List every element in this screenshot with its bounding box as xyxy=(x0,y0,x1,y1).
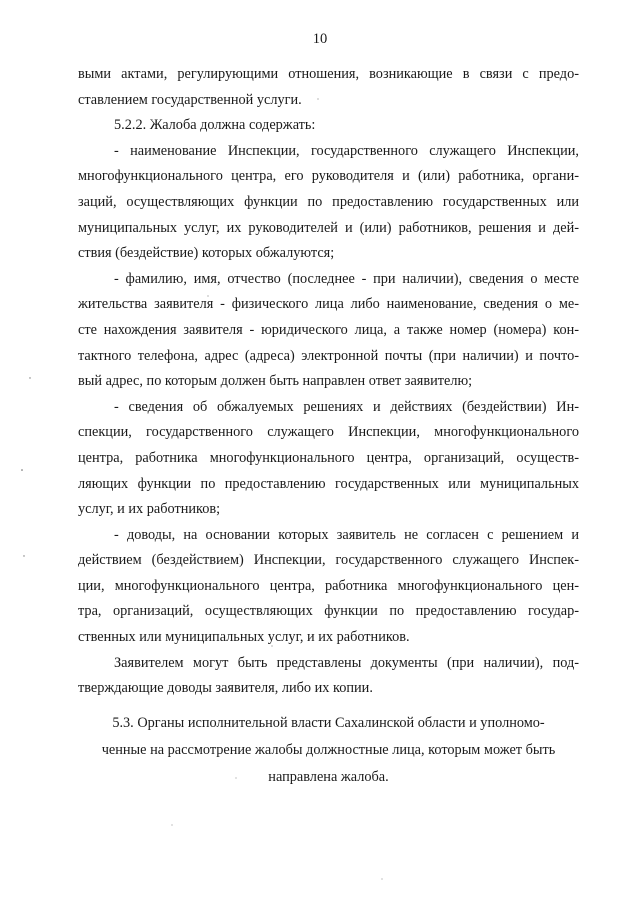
text-line: жительства заявителя - физического лица либо наименование, сведения о ме- xyxy=(78,296,579,313)
text-line: многофункционального центра, его руководителя и (или) работника, органи- xyxy=(78,168,579,185)
text-line: - фамилию, имя, отчество (последнее - при наличии), сведения о месте xyxy=(114,270,579,287)
text-line: тактного телефона, адрес (адреса) электронной почты (при наличии) и почто- xyxy=(78,347,579,364)
text-line: муниципальных услуг, их руководителей и (или) работников, решения и дей- xyxy=(78,219,579,236)
text-line: ственных или муниципальных услуг, и их работников. xyxy=(78,629,410,646)
text-line: заций, осуществляющих функции по предоставлению государственных или xyxy=(78,193,579,210)
body-text xyxy=(78,62,579,702)
heading-line: ченные на рассмотрение жалобы должностные лица, которым может быть xyxy=(101,742,556,758)
page-number: 10 xyxy=(312,31,328,47)
text-line: тверждающие доводы заявителя, либо их копии. xyxy=(78,680,373,697)
text-line: Заявителем могут быть представлены документы (при наличии), под- xyxy=(114,654,579,671)
text-line: сте нахождения заявителя - юридического лица, а также номер (номера) кон- xyxy=(78,321,579,338)
text-line: ставлением государственной услуги. xyxy=(78,91,302,108)
text-line: ляющих функции по предоставлению государственных или муниципальных xyxy=(78,475,579,492)
text-line: 5.2.2. Жалоба должна содержать: xyxy=(114,117,316,134)
text-line: ствия (бездействие) которых обжалуются; xyxy=(78,245,335,262)
text-line: ции, многофункционального центра, работника многофункционального цен- xyxy=(78,577,579,594)
heading-line: 5.3. Органы исполнительной власти Сахалинской области и уполномо- xyxy=(112,715,545,731)
text-line: действием (бездействием) Инспекции, государственного служащего Инспек- xyxy=(78,552,579,569)
text-line: услуг, и их работников; xyxy=(78,501,221,518)
text-line: - наименование Инспекции, государственного служащего Инспекции, xyxy=(114,142,579,159)
section-heading xyxy=(78,710,579,791)
text-line: выми актами, регулирующими отношения, возникающие в связи с предо- xyxy=(78,66,579,82)
text-line: тра, организаций, осуществляющих функции по предоставлению государ- xyxy=(78,603,579,620)
text-line: спекции, государственного служащего Инспекции, многофункционального xyxy=(78,424,579,441)
heading-line: направлена жалоба. xyxy=(268,769,389,785)
text-line: вый адрес, по которым должен быть направлен ответ заявителю; xyxy=(78,373,473,390)
text-line: - сведения об обжалуемых решениях и действиях (бездействии) Ин- xyxy=(114,398,579,415)
text-line: центра, работника многофункционального центра, организаций, осуществ- xyxy=(78,449,579,466)
text-line: - доводы, на основании которых заявитель не согласен с решением и xyxy=(114,526,579,543)
